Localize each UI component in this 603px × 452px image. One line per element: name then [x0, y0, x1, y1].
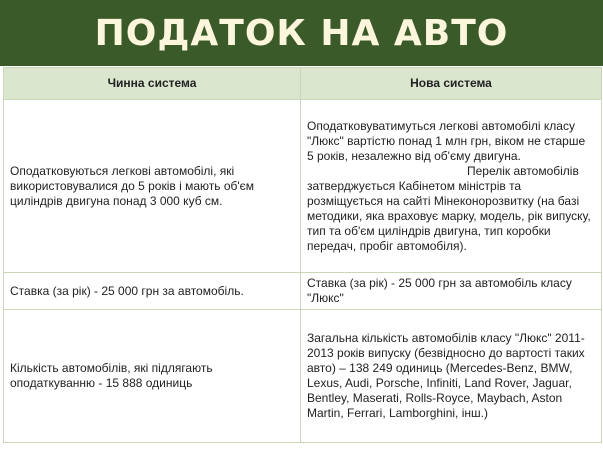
table-row: [4, 310, 602, 443]
cell-new-rate: Ставка (за рік) - 25 000 грн за автомобіль класу "Люкс": [301, 273, 602, 310]
new-scope-definition: Оподатковуватимуться легкові автомобілі класу "Люкс" вартістю понад 1 млн грн, віком не старше 5 років, незалежно від об'єму двигуна.: [307, 118, 586, 163]
table-row: [4, 100, 602, 273]
cell-current-rate: Ставка (за рік) - 25 000 грн за автомобіль.: [4, 273, 301, 310]
table-row: [4, 273, 602, 310]
cell-new-scope: [301, 100, 602, 273]
cell-current-scope: Оподатковуються легкові автомобілі, які використовувалися до 5 років і мають об'єм циліндрів двигуна понад 3 000 куб см.: [4, 100, 301, 273]
table-header-row: [4, 68, 602, 100]
cell-current-count: Кількість автомобілів, які підлягають оподаткуванню - 15 888 одиниць: [4, 310, 301, 443]
page-title: ПОДАТОК НА АВТО: [0, 0, 603, 66]
new-scope-list-note: Перелік автомобілів затверджується Кабінетом міністрів та розміщується на сайті Мінеконорозвитку (на базі методики, яка враховує марку, модель, рік випуску, тип та об'єм циліндрів двигуна, тип коробки передач, пробіг автомобіля).: [307, 163, 591, 253]
header-new-system: Нова система: [301, 68, 602, 100]
header-current-system: Чинна система: [4, 68, 301, 100]
tax-comparison-table: [3, 67, 602, 443]
cell-new-count: Загальна кількість автомобілів класу "Люкс" 2011-2013 років випуску (безвідносно до вартості таких авто) – 138 249 одиниць (Mercedes-Benz, BMW, Lexus, Audi, Porsche, Infiniti, Land Rover, Jaguar, Bentley, Maserati, Rolls-Royce, Maybach, Aston Martin, Ferrari, Lamborghini, інш.): [301, 310, 602, 443]
